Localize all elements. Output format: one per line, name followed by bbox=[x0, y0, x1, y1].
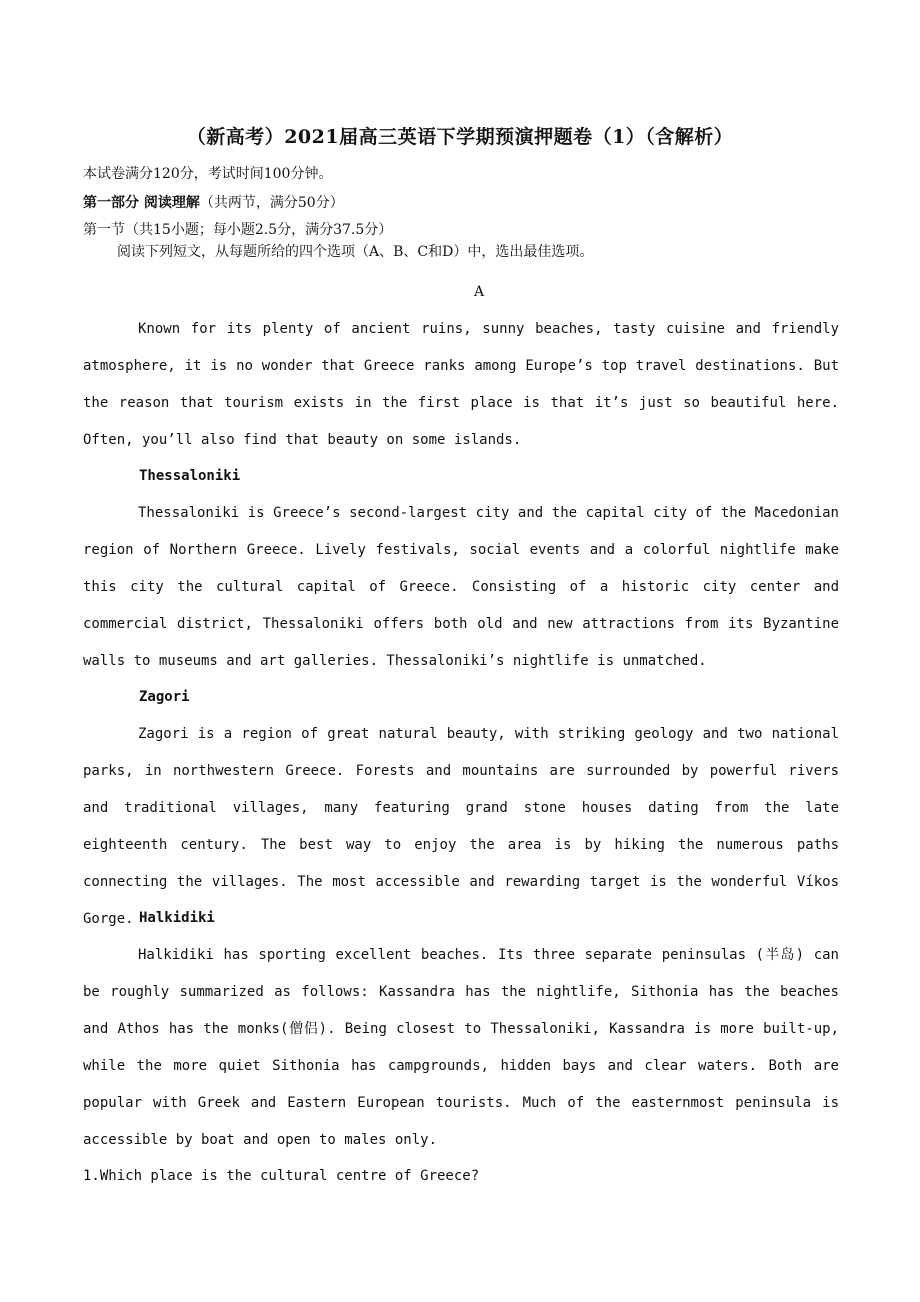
exam-info-line: 本试卷满分120分，考试时间100分钟。 bbox=[83, 166, 333, 182]
part-heading-rest: （共两节，满分50分） bbox=[199, 195, 344, 211]
section-heading-zagori: Zagori bbox=[139, 689, 190, 705]
section-text-thessaloniki: Thessaloniki is Greece’s second-largest city and the capital city of the Macedonian region of Northern Greece. Lively festivals, social events and a colorful nightlife make this city the cultural capital of Greece. Consisting of a historic city center and commercial district, Thessaloniki offers both old and new attractions from its Byzantine walls to museums and art galleries. Thessaloniki’s nightlife is unmatched. bbox=[83, 505, 839, 669]
section-line: 第一节（共15小题；每小题2.5分，满分37.5分） bbox=[83, 222, 393, 238]
document-title: （新高考）2021届高三英语下学期预演押题卷（1）（含解析） bbox=[186, 126, 734, 148]
part-heading-bold: 第一部分 阅读理解 bbox=[83, 195, 200, 211]
part-heading bbox=[83, 194, 344, 212]
section-heading-thessaloniki: Thessaloniki bbox=[139, 468, 241, 484]
section-text-halkidiki: Halkidiki has sporting excellent beaches. Its three separate peninsulas (半岛) can be roughly summarized as follows: Kassandra has the nightlife, Sithonia has the beaches and Athos has the monks(僧侣). Being closest to Thessaloniki, Kassandra is more built-up, while the more quiet Sithonia has campgrounds, hidden bays and clear waters. Both are popular with Greek and Eastern European tourists. Much of the easternmost peninsula is accessible by boat and open to males only. bbox=[83, 947, 839, 1148]
section-heading-halkidiki: Halkidiki bbox=[139, 910, 215, 926]
question-1: 1.Which place is the cultural centre of Greece? bbox=[83, 1168, 480, 1184]
instruction-line: 阅读下列短文，从每题所给的四个选项（A、B、C和D）中，选出最佳选项。 bbox=[117, 244, 594, 260]
passage-letter: A bbox=[473, 284, 485, 300]
section-text-zagori: Zagori is a region of great natural beauty, with striking geology and two national parks, in northwestern Greece. Forests and mountains are surrounded by powerful rivers and traditional villages, many featuring grand stone houses dating from the late eighteenth century. The best way to enjoy the area is by hiking the numerous paths connecting the villages. The most accessible and rewarding target is the wonderful Víkos Gorge. bbox=[83, 726, 839, 927]
intro-paragraph: Known for its plenty of ancient ruins, sunny beaches, tasty cuisine and friendly atmosphere, it is no wonder that Greece ranks among Europe’s top travel destinations. But the reason that tourism exists in the first place is that it’s just so beautiful here. Often, you’ll also find that beauty on some islands. bbox=[83, 321, 839, 448]
